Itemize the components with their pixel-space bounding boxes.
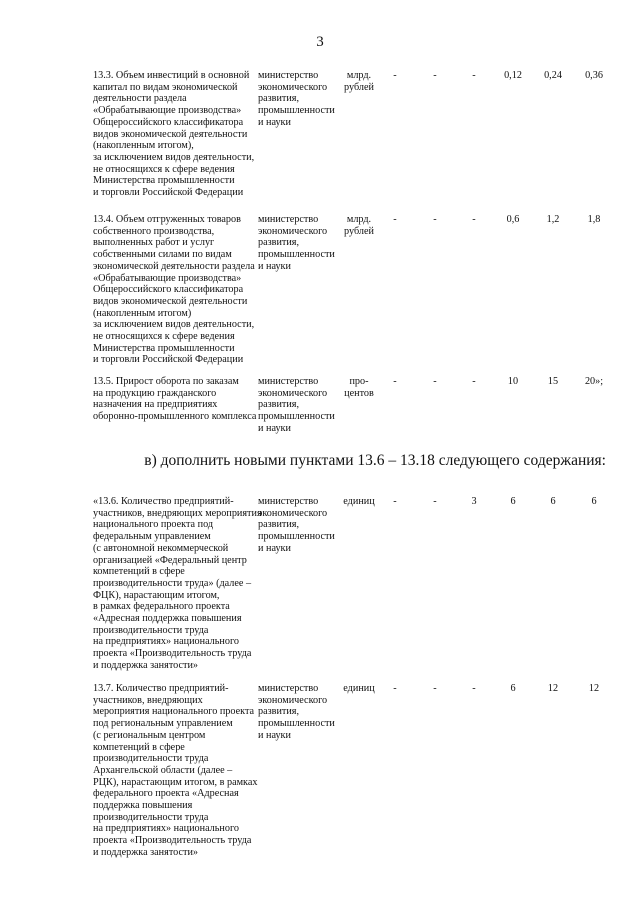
indicator-name-line: 13.7. Количество предприятий- [93,683,229,694]
indicator-name-line: Министерства промышленности [93,175,235,187]
value-cell: - [472,683,476,694]
indicator-name-line: видов экономической деятельности [93,128,248,140]
value-cell: 6 [550,496,556,507]
indicator-name-line: участников, внедряющих [93,694,203,706]
indicator-name-line: (с автономной некоммерческой [93,542,229,554]
indicator-name-line: «13.6. Количество предприятий- [93,496,234,507]
unit-cell-line: рублей [344,225,374,237]
section-heading: в) дополнить новыми пунктами 13.6 – 13.18 следующего содержания: [144,452,606,469]
indicator-name-line: Архангельской области (далее – [93,764,233,776]
indicator-name-line: «Обрабатывающие производства» [93,272,242,284]
indicator-name-line: «Адресная поддержка повышения [93,613,242,625]
responsible-org [258,70,338,129]
responsible-org-line: промышленности [258,105,335,117]
indicator-name-line: федеральным управлением [93,531,211,543]
value-cell: 6 [510,496,516,507]
responsible-org-line: и науки [258,422,291,434]
responsible-org-line: экономического [258,507,328,519]
value-cell: 20»; [584,376,604,387]
indicator-name-line: за исключением видов деятельности, [93,151,255,163]
responsible-org-line: экономического [258,387,328,399]
indicator-name [93,376,259,423]
responsible-org-line: министерство [258,214,319,225]
value-cell: 1,2 [546,214,560,225]
indicator-name-line: 13.5. Прирост оборота по заказам [93,376,239,387]
indicator-name-line: выполненных работ и услуг [93,237,215,249]
indicator-name-line: РЦК), нарастающим итогом, в рамках [93,776,258,788]
unit-cell [338,683,380,695]
indicator-name-line: капитал по видам экономической [93,81,238,93]
indicator-name-line: на предприятиях» национального [93,823,239,835]
responsible-org-line: развития, [258,237,300,249]
value-cell: - [393,496,397,507]
indicator-name-line: (накопленным итогом), [93,140,194,152]
responsible-org-line: министерство [258,376,319,387]
responsible-org-line: и науки [258,116,291,128]
responsible-org-line: и науки [258,260,291,272]
indicator-name [93,496,262,672]
value-cell: - [433,214,437,225]
value-cell: - [393,683,397,694]
responsible-org [258,214,338,273]
responsible-org-line: промышленности [258,411,335,423]
responsible-org [258,376,338,435]
unit-cell [338,376,380,399]
value-cell: 0,12 [504,70,522,81]
indicator-name-line: и торговли Российской Федерации [93,187,244,199]
indicator-name-line: (с региональным центром [93,729,206,741]
value-cell: - [433,683,437,694]
indicator-name-line: и поддержка занятости» [93,846,199,858]
indicator-name [93,70,259,199]
value-cell: 0,24 [544,70,562,81]
indicator-name-line: 13.3. Объем инвестиций в основной [93,70,250,81]
value-cell: - [472,214,476,225]
indicator-name-line: (накопленным итогом) [93,307,192,319]
value-cell: 3 [471,496,477,507]
value-cell: 0,36 [585,70,603,81]
indicator-name-line: участников, внедряющих мероприятия [93,507,262,519]
unit-cell [338,214,380,237]
indicator-name-line: под региональным управлением [93,718,233,730]
responsible-org-line: и науки [258,729,291,741]
indicator-name-line: Общероссийского классификатора [93,284,244,296]
responsible-org-line: развития, [258,399,300,411]
indicator-name-line: назначения на предприятиях [93,399,218,411]
indicator-name-line: деятельности раздела [93,93,187,105]
indicator-name-line: и поддержка занятости» [93,659,199,671]
indicator-name-line: проекта «Производительность труда [93,648,252,660]
unit-cell-line: про- [349,376,369,387]
value-cell: - [393,376,397,387]
value-cell: - [393,214,397,225]
value-cell: 10 [507,376,519,387]
indicator-name-line: собственными силами по видам [93,249,232,261]
indicator-name-line: оборонно-промышленного комплекса [93,411,257,423]
unit-cell-line: рублей [344,81,374,93]
responsible-org-line: министерство [258,683,319,694]
value-cell: - [472,70,476,81]
responsible-org [258,683,338,742]
value-cell: 12 [588,683,600,694]
indicator-name-line: за исключением видов деятельности, [93,319,255,331]
value-cell: 15 [547,376,559,387]
responsible-org-line: экономического [258,694,328,706]
indicator-name-line: мероприятия национального проекта [93,706,255,718]
indicator-name-line: компетенций в сфере [93,741,185,753]
indicator-name-line: производительности труда [93,624,209,636]
value-cell: - [433,70,437,81]
indicator-name-line: на продукцию гражданского [93,387,217,399]
indicator-name-line: Министерства промышленности [93,342,235,354]
responsible-org-line: развития, [258,706,300,718]
indicator-name-line: экономической деятельности раздела [93,260,255,272]
value-cell: - [393,70,397,81]
indicator-name-line: производительности труда [93,753,209,765]
indicator-name-line: «Обрабатывающие производства» [93,105,242,117]
indicator-name-line: на предприятиях» национального [93,636,239,648]
value-cell: 6 [591,496,597,507]
unit-cell-line: млрд. [346,214,372,225]
responsible-org-line: министерство [258,70,319,81]
responsible-org-line: развития, [258,93,300,105]
value-cell: 12 [547,683,559,694]
indicator-name [93,214,259,366]
indicator-name-line: компетенций в сфере [93,566,185,578]
responsible-org-line: экономического [258,225,328,237]
value-cell: - [433,376,437,387]
indicator-name-line: 13.4. Объем отгруженных товаров [93,214,241,225]
unit-cell-line: единиц [343,683,375,694]
responsible-org-line: экономического [258,81,328,93]
responsible-org-line: и науки [258,542,291,554]
indicator-name-line: федерального проекта «Адресная [93,788,239,800]
indicator-name-line: собственного производства, [93,225,215,237]
value-cell: - [433,496,437,507]
indicator-name-line: видов экономической деятельности [93,295,248,307]
responsible-org-line: министерство [258,496,319,507]
unit-cell-line: единиц [343,496,375,507]
unit-cell-line: центов [344,387,374,399]
value-cell: 1,8 [587,214,601,225]
responsible-org-line: промышленности [258,249,335,261]
unit-cell [338,70,380,93]
indicator-name-line: поддержка повышения [93,800,193,812]
unit-cell-line: млрд. [346,70,372,81]
page-number: 3 [316,34,324,50]
indicator-name-line: производительности труда [93,811,209,823]
value-cell: 6 [510,683,516,694]
responsible-org [258,496,338,555]
indicator-name-line: не относящихся к сфере ведения [93,331,235,343]
indicator-name [93,683,259,859]
indicator-name-line: Общероссийского классификатора [93,116,244,128]
indicator-name-line: ФЦК), нарастающим итогом, [93,589,220,601]
unit-cell [338,496,380,508]
indicator-name-line: национального проекта под [93,519,214,531]
indicator-name-line: организацией «Федеральный центр [93,554,247,566]
responsible-org-line: промышленности [258,531,335,543]
indicator-name-line: и торговли Российской Федерации [93,354,244,366]
responsible-org-line: развития, [258,519,300,531]
value-cell: - [472,376,476,387]
responsible-org-line: промышленности [258,718,335,730]
value-cell: 0,6 [506,214,520,225]
indicator-name-line: производительности труда» (далее – [93,577,252,589]
indicator-name-line: проекта «Производительность труда [93,835,252,847]
indicator-name-line: в рамках федерального проекта [93,601,230,613]
indicator-name-line: не относящихся к сфере ведения [93,163,235,175]
